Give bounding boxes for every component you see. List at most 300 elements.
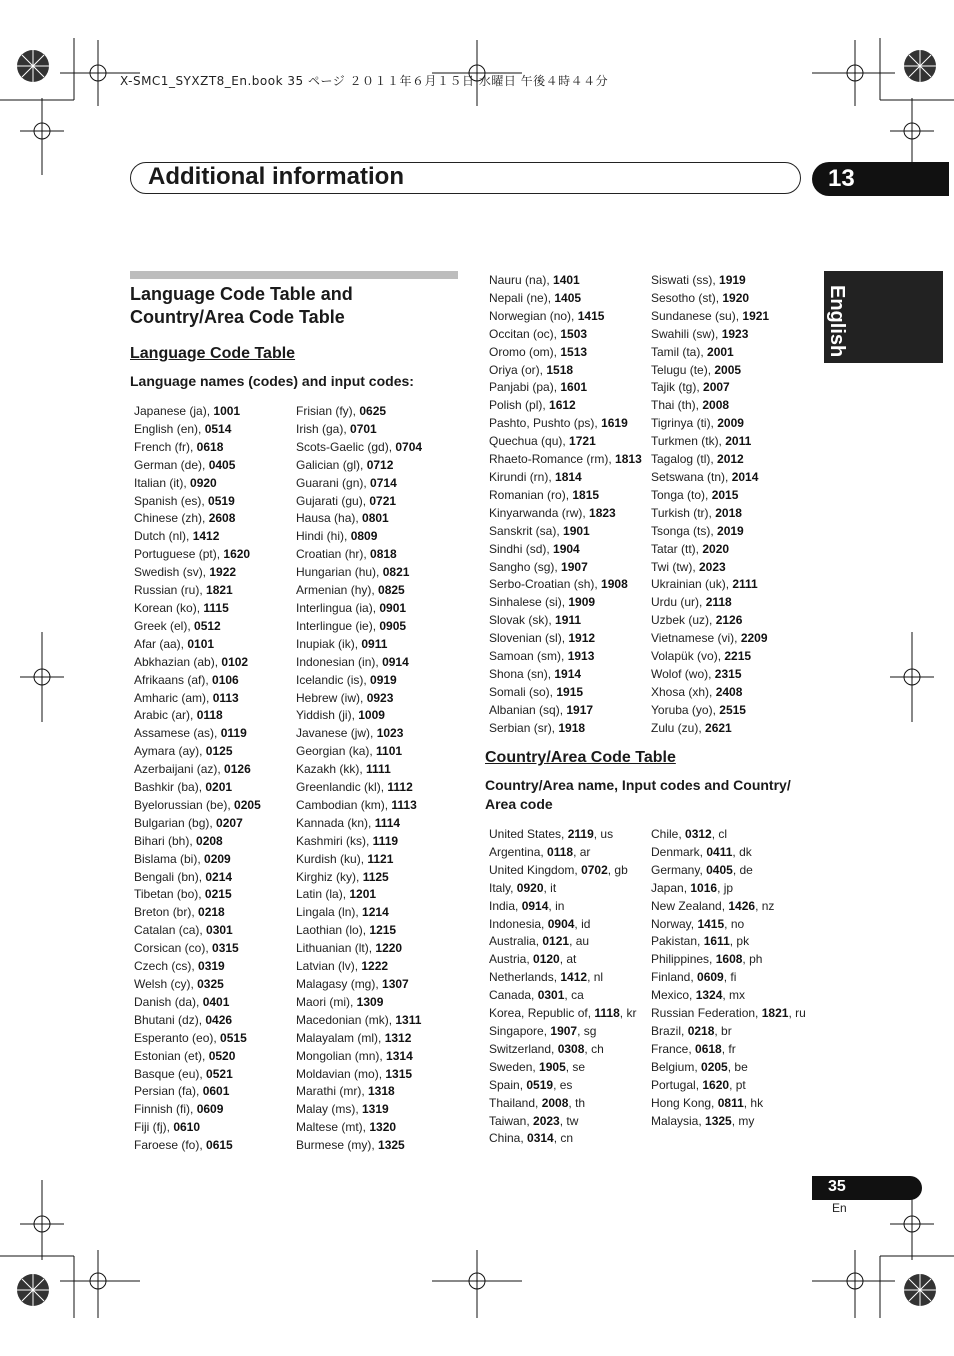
language-list-col1 bbox=[134, 403, 261, 1155]
language-entry bbox=[651, 326, 769, 344]
country-entry bbox=[651, 898, 806, 916]
entry-code: 0325 bbox=[197, 977, 224, 991]
entry-name: Indonesian (in), bbox=[296, 654, 383, 669]
entry-code: 0101 bbox=[187, 636, 215, 651]
country-entry bbox=[489, 844, 636, 862]
entry-area-code: , au bbox=[569, 934, 590, 949]
language-entry bbox=[134, 618, 261, 636]
entry-code: 0721 bbox=[369, 493, 397, 508]
country-entry bbox=[651, 987, 806, 1005]
entry-area-code: , fi bbox=[723, 970, 737, 985]
entry-code: 0514 bbox=[204, 421, 232, 436]
entry-code: 1922 bbox=[209, 565, 237, 580]
entry-code: 1912 bbox=[568, 631, 596, 646]
entry-code: 0113 bbox=[212, 690, 239, 705]
entry-area-code: , se bbox=[565, 1059, 586, 1074]
language-entry bbox=[651, 576, 769, 594]
language-entry bbox=[134, 1048, 261, 1066]
entry-code: 0519 bbox=[208, 493, 235, 508]
entry-name: Sesotho (st), bbox=[651, 290, 723, 305]
language-entry bbox=[651, 433, 769, 451]
entry-area-code: , my bbox=[731, 1113, 755, 1128]
language-list-col4 bbox=[651, 272, 769, 738]
entry-code: 1125 bbox=[362, 869, 389, 884]
entry-code: 0818 bbox=[370, 547, 397, 562]
entry-name: United States, bbox=[489, 827, 568, 841]
entry-area-code: , pk bbox=[729, 934, 750, 949]
language-entry bbox=[651, 397, 769, 415]
entry-code: 0904 bbox=[547, 916, 575, 931]
entry-area-code: , dk bbox=[732, 844, 752, 859]
entry-name: Turkmen (tk), bbox=[651, 434, 726, 449]
entry-name: Kurdish (ku), bbox=[296, 851, 368, 866]
entry-name: Latin (la), bbox=[296, 887, 350, 902]
entry-area-code: , kr bbox=[619, 1006, 637, 1021]
entry-name: Italy, bbox=[489, 880, 517, 895]
entry-code: 1112 bbox=[387, 780, 413, 795]
language-entry bbox=[651, 523, 769, 541]
entry-name: Turkish (tr), bbox=[651, 505, 716, 520]
language-entry bbox=[651, 541, 769, 559]
entry-name: Abkhazian (ab), bbox=[134, 654, 222, 669]
language-entry bbox=[296, 672, 422, 690]
language-entry bbox=[489, 630, 642, 648]
entry-name: Moldavian (mo), bbox=[296, 1066, 386, 1081]
language-entry bbox=[134, 779, 261, 797]
language-entry bbox=[134, 761, 261, 779]
language-entry bbox=[296, 403, 422, 421]
entry-name: Galician (gl), bbox=[296, 457, 367, 472]
entry-code: 0301 bbox=[206, 923, 233, 938]
entry-name: Malagasy (mg), bbox=[296, 977, 383, 991]
entry-name: Malayalam (ml), bbox=[296, 1030, 385, 1045]
entry-code: 2005 bbox=[714, 362, 742, 377]
entry-code: 0920 bbox=[190, 475, 217, 490]
language-entry bbox=[134, 833, 261, 851]
entry-code: 1620 bbox=[223, 547, 251, 562]
country-list-col1 bbox=[489, 826, 636, 1148]
entry-code: 2008 bbox=[702, 398, 730, 413]
entry-name: Kannada (kn), bbox=[296, 815, 375, 830]
country-entry bbox=[651, 1077, 806, 1095]
entry-code: 1905 bbox=[539, 1059, 566, 1074]
entry-name: New Zealand, bbox=[651, 898, 729, 913]
language-entry bbox=[296, 439, 422, 457]
language-entry bbox=[651, 469, 769, 487]
entry-name: Argentina, bbox=[489, 844, 548, 859]
language-entry bbox=[489, 612, 642, 630]
entry-code: 0521 bbox=[206, 1066, 233, 1081]
language-entry bbox=[651, 451, 769, 469]
entry-name: Rhaeto-Romance (rm), bbox=[489, 452, 616, 467]
entry-name: Romanian (ro), bbox=[489, 487, 573, 502]
entry-name: Wolof (wo), bbox=[651, 666, 715, 681]
country-entry bbox=[489, 1113, 636, 1131]
entry-name: Vietnamese (vi), bbox=[651, 631, 741, 646]
page-number-badge bbox=[812, 1176, 922, 1200]
entry-code: 0701 bbox=[350, 421, 377, 436]
entry-code: 1119 bbox=[372, 833, 399, 848]
entry-name: Bashkir (ba), bbox=[134, 780, 206, 795]
language-entry bbox=[296, 618, 422, 636]
entry-code: 0125 bbox=[205, 744, 233, 759]
entry-code: 1904 bbox=[553, 541, 580, 556]
language-entry bbox=[134, 457, 261, 475]
entry-name: Philippines, bbox=[651, 952, 716, 967]
entry-name: Kirghiz (ky), bbox=[296, 869, 363, 884]
entry-name: Finnish (fi), bbox=[134, 1102, 197, 1117]
entry-code: 1918 bbox=[558, 720, 586, 735]
entry-name: Chile, bbox=[651, 827, 686, 841]
language-entry bbox=[296, 761, 422, 779]
entry-name: Amharic (am), bbox=[134, 690, 213, 705]
country-entry bbox=[651, 916, 806, 934]
entry-code: 1620 bbox=[702, 1077, 730, 1092]
entry-code: 2023 bbox=[699, 559, 726, 574]
entry-name: Austria, bbox=[489, 952, 534, 967]
entry-code: 1908 bbox=[601, 577, 628, 592]
language-entry bbox=[296, 475, 422, 493]
entry-name: Armenian (hy), bbox=[296, 583, 379, 598]
entry-code: 0405 bbox=[706, 862, 733, 877]
entry-name: Faroese (fo), bbox=[134, 1138, 207, 1153]
language-entry bbox=[134, 851, 261, 869]
entry-name: Japanese (ja), bbox=[134, 404, 214, 418]
entry-code: 0118 bbox=[547, 844, 574, 859]
entry-name: German (de), bbox=[134, 457, 209, 472]
language-entry bbox=[134, 421, 261, 439]
language-entry bbox=[134, 797, 261, 815]
language-entry bbox=[489, 594, 642, 612]
country-entry bbox=[651, 1041, 806, 1059]
entry-name: Laothian (lo), bbox=[296, 923, 370, 938]
entry-name: Switzerland, bbox=[489, 1041, 558, 1056]
entry-code: 0914 bbox=[521, 898, 549, 913]
entry-name: Esperanto (eo), bbox=[134, 1030, 221, 1045]
entry-name: Pakistan, bbox=[651, 934, 704, 949]
language-entry bbox=[296, 779, 422, 797]
entry-name: Bhutani (dz), bbox=[134, 1012, 206, 1027]
language-entry bbox=[296, 1101, 422, 1119]
entry-name: Scots-Gaelic (gd), bbox=[296, 439, 396, 454]
entry-code: 1325 bbox=[378, 1138, 405, 1153]
entry-code: 0401 bbox=[202, 994, 230, 1009]
entry-name: Taiwan, bbox=[489, 1113, 534, 1128]
language-entry bbox=[489, 415, 642, 433]
entry-name: Japan, bbox=[651, 880, 691, 895]
entry-code: 0314 bbox=[527, 1131, 554, 1146]
entry-code: 1923 bbox=[721, 326, 749, 341]
entry-name: Inupiak (ik), bbox=[296, 636, 362, 651]
entry-name: Oriya (or), bbox=[489, 362, 547, 377]
entry-name: Yiddish (ji), bbox=[296, 708, 359, 723]
language-entry bbox=[489, 666, 642, 684]
entry-code: 0601 bbox=[202, 1084, 230, 1099]
entry-name: Maori (mi), bbox=[296, 994, 357, 1009]
entry-name: Swahili (sw), bbox=[651, 326, 722, 341]
entry-area-code: , sg bbox=[577, 1023, 597, 1038]
entry-name: Nauru (na), bbox=[489, 273, 554, 287]
entry-name: Javanese (jw), bbox=[296, 726, 377, 741]
entry-area-code: , in bbox=[548, 898, 565, 913]
entry-name: Maltese (mt), bbox=[296, 1120, 370, 1135]
entry-name: Arabic (ar), bbox=[134, 708, 197, 723]
language-entry bbox=[134, 976, 261, 994]
entry-code: 1325 bbox=[705, 1113, 732, 1128]
language-entry bbox=[489, 576, 642, 594]
entry-code: 0218 bbox=[687, 1023, 715, 1038]
language-entry bbox=[134, 493, 261, 511]
entry-code: 2118 bbox=[705, 595, 732, 610]
entry-code: 1121 bbox=[367, 851, 394, 866]
language-entry bbox=[651, 559, 769, 577]
language-entry bbox=[296, 940, 422, 958]
entry-name: Estonian (et), bbox=[134, 1048, 209, 1063]
entry-name: Catalan (ca), bbox=[134, 923, 207, 938]
entry-name: Tsonga (ts), bbox=[651, 523, 718, 538]
language-entry bbox=[134, 582, 261, 600]
entry-name: Italian (it), bbox=[134, 475, 191, 490]
entry-name: Cambodian (km), bbox=[296, 797, 392, 812]
entry-name: Zulu (zu), bbox=[651, 720, 706, 735]
entry-name: Serbo-Croatian (sh), bbox=[489, 577, 602, 592]
entry-name: Norway, bbox=[651, 916, 698, 931]
language-entry bbox=[134, 1101, 261, 1119]
entry-area-code: , us bbox=[593, 827, 614, 841]
entry-name: Shona (sn), bbox=[489, 666, 555, 681]
entry-code: 0704 bbox=[395, 439, 423, 454]
entry-code: 1113 bbox=[391, 797, 417, 812]
entry-code: 0919 bbox=[370, 672, 397, 687]
language-entry bbox=[296, 1137, 422, 1155]
language-entry bbox=[134, 1030, 261, 1048]
language-entry bbox=[134, 815, 261, 833]
entry-area-code: , at bbox=[559, 952, 577, 967]
entry-area-code: , ch bbox=[584, 1041, 604, 1056]
entry-code: 0214 bbox=[205, 869, 233, 884]
language-entry bbox=[134, 1066, 261, 1084]
language-entry bbox=[134, 672, 261, 690]
entry-area-code: , ca bbox=[564, 988, 584, 1003]
country-entry bbox=[489, 933, 636, 951]
language-entry bbox=[134, 439, 261, 457]
entry-code: 1601 bbox=[560, 380, 588, 395]
entry-code: 1913 bbox=[567, 649, 595, 664]
language-entry bbox=[651, 362, 769, 380]
entry-code: 0120 bbox=[533, 952, 560, 967]
entry-name: Burmese (my), bbox=[296, 1138, 379, 1153]
entry-name: Brazil, bbox=[651, 1023, 688, 1038]
entry-name: Dutch (nl), bbox=[134, 529, 193, 544]
entry-name: Chinese (zh), bbox=[134, 511, 209, 526]
entry-name: Croatian (hr), bbox=[296, 547, 371, 562]
country-entry bbox=[489, 862, 636, 880]
entry-code: 1821 bbox=[206, 583, 233, 598]
language-side-tab-label: English bbox=[826, 285, 848, 358]
entry-code: 0106 bbox=[212, 672, 239, 687]
entry-name: Pashto, Pushto (ps), bbox=[489, 416, 602, 431]
entry-name: Czech (cs), bbox=[134, 959, 199, 974]
entry-code: 2020 bbox=[702, 541, 730, 556]
entry-code: 2009 bbox=[717, 416, 744, 431]
language-entry bbox=[134, 690, 261, 708]
entry-name: Bislama (bi), bbox=[134, 851, 205, 866]
entry-name: Macedonian (mk), bbox=[296, 1012, 396, 1027]
entry-name: Indonesia, bbox=[489, 916, 548, 931]
entry-area-code: , cn bbox=[553, 1131, 574, 1146]
country-entry bbox=[489, 1023, 636, 1041]
language-entry bbox=[651, 415, 769, 433]
entry-code: 1814 bbox=[555, 469, 582, 484]
language-list-col2 bbox=[296, 403, 422, 1155]
language-entry bbox=[489, 648, 642, 666]
entry-name: Slovenian (sl), bbox=[489, 631, 569, 646]
entry-name: Malay (ms), bbox=[296, 1102, 362, 1117]
language-entry bbox=[296, 457, 422, 475]
entry-name: Georgian (ka), bbox=[296, 744, 377, 759]
entry-name: Sanskrit (sa), bbox=[489, 523, 564, 538]
entry-name: Bulgarian (bg), bbox=[134, 815, 217, 830]
country-entry bbox=[651, 1059, 806, 1077]
language-entry bbox=[489, 290, 642, 308]
language-entry bbox=[489, 559, 642, 577]
entry-code: 0205 bbox=[234, 797, 261, 812]
entry-name: Malaysia, bbox=[651, 1113, 706, 1128]
entry-code: 2015 bbox=[711, 487, 739, 502]
entry-code: 0215 bbox=[204, 887, 232, 902]
language-entry bbox=[134, 403, 261, 421]
language-entry bbox=[489, 505, 642, 523]
entry-code: 0520 bbox=[208, 1048, 236, 1063]
language-entry bbox=[651, 666, 769, 684]
entry-code: 1821 bbox=[761, 1006, 789, 1021]
entry-code: 2111 bbox=[732, 577, 758, 592]
language-entry bbox=[134, 600, 261, 618]
entry-name: Sinhalese (si), bbox=[489, 595, 569, 610]
page-language: En bbox=[832, 1201, 847, 1215]
language-table-heading: Language Code Table bbox=[130, 345, 296, 362]
language-entry bbox=[134, 994, 261, 1012]
entry-name: Mongolian (mn), bbox=[296, 1048, 387, 1063]
language-entry bbox=[296, 743, 422, 761]
entry-code: 0209 bbox=[204, 851, 231, 866]
entry-name: Portuguese (pt), bbox=[134, 547, 224, 562]
entry-code: 1307 bbox=[382, 977, 409, 991]
entry-name: Singapore, bbox=[489, 1023, 551, 1038]
entry-code: 1001 bbox=[213, 404, 241, 418]
entry-name: Thailand, bbox=[489, 1095, 542, 1110]
entry-code: 1315 bbox=[385, 1066, 413, 1081]
entry-name: Greek (el), bbox=[134, 618, 195, 633]
entry-code: 0825 bbox=[378, 583, 405, 598]
country-entry bbox=[489, 826, 636, 844]
language-entry bbox=[134, 922, 261, 940]
language-entry bbox=[296, 582, 422, 600]
entry-code: 2209 bbox=[740, 631, 768, 646]
country-entry bbox=[651, 1005, 806, 1023]
entry-code: 0205 bbox=[701, 1059, 728, 1074]
language-entry bbox=[651, 308, 769, 326]
entry-area-code: , br bbox=[714, 1023, 732, 1038]
entry-area-code: , jp bbox=[717, 880, 734, 895]
entry-code: 2011 bbox=[725, 434, 752, 449]
language-entry bbox=[296, 886, 422, 904]
language-entry bbox=[651, 290, 769, 308]
language-entry bbox=[134, 725, 261, 743]
entry-name: Hong Kong, bbox=[651, 1095, 718, 1110]
entry-code: 2408 bbox=[715, 684, 743, 699]
language-entry bbox=[134, 475, 261, 493]
entry-name: Breton (br), bbox=[134, 905, 199, 920]
entry-name: Gujarati (gu), bbox=[296, 493, 370, 508]
language-entry bbox=[651, 630, 769, 648]
entry-code: 1215 bbox=[369, 923, 397, 938]
entry-area-code: , mx bbox=[722, 988, 746, 1003]
entry-name: Aymara (ay), bbox=[134, 744, 206, 759]
entry-name: Hausa (ha), bbox=[296, 511, 363, 526]
entry-code: 1314 bbox=[386, 1048, 413, 1063]
language-entry bbox=[296, 1083, 422, 1101]
entry-code: 0610 bbox=[173, 1120, 201, 1135]
entry-name: Sweden, bbox=[489, 1059, 540, 1074]
language-entry bbox=[296, 958, 422, 976]
language-entry bbox=[296, 600, 422, 618]
entry-name: Danish (da), bbox=[134, 994, 203, 1009]
entry-code: 0308 bbox=[557, 1041, 585, 1056]
entry-name: Setswana (tn), bbox=[651, 469, 732, 484]
entry-name: Finland, bbox=[651, 970, 698, 985]
entry-name: Lingala (ln), bbox=[296, 905, 363, 920]
entry-name: Somali (so), bbox=[489, 684, 557, 699]
entry-code: 1016 bbox=[690, 880, 718, 895]
entry-code: 1220 bbox=[375, 941, 403, 956]
entry-code: 0118 bbox=[196, 708, 223, 723]
language-entry bbox=[134, 528, 261, 546]
language-entry bbox=[489, 702, 642, 720]
entry-code: 0312 bbox=[685, 827, 712, 841]
entry-name: India, bbox=[489, 898, 522, 913]
entry-name: Nepali (ne), bbox=[489, 290, 555, 305]
entry-name: Telugu (te), bbox=[651, 362, 715, 377]
entry-code: 0615 bbox=[206, 1138, 233, 1153]
country-entry bbox=[489, 1005, 636, 1023]
entry-name: Russian (ru), bbox=[134, 583, 207, 598]
entry-name: Marathi (mr), bbox=[296, 1084, 368, 1099]
entry-name: Slovak (sk), bbox=[489, 613, 556, 628]
language-entry bbox=[296, 869, 422, 887]
country-table-heading: Country/Area Code Table bbox=[485, 749, 676, 766]
language-entry bbox=[134, 958, 261, 976]
entry-code: 1111 bbox=[366, 762, 391, 777]
entry-area-code: , pt bbox=[729, 1077, 746, 1092]
language-entry bbox=[651, 612, 769, 630]
entry-code: 1311 bbox=[395, 1012, 422, 1027]
country-entry bbox=[489, 898, 636, 916]
language-entry bbox=[651, 684, 769, 702]
entry-name: French (fr), bbox=[134, 439, 197, 454]
entry-name: Ukrainian (uk), bbox=[651, 577, 733, 592]
entry-name: Denmark, bbox=[651, 844, 707, 859]
country-entry bbox=[489, 1077, 636, 1095]
country-entry bbox=[489, 1059, 636, 1077]
entry-code: 2119 bbox=[567, 827, 594, 841]
chapter-number: 13 bbox=[828, 165, 855, 192]
entry-name: English (en), bbox=[134, 421, 205, 436]
entry-code: 1911 bbox=[555, 613, 582, 628]
country-entry bbox=[489, 987, 636, 1005]
language-entry bbox=[296, 510, 422, 528]
entry-code: 0315 bbox=[212, 941, 239, 956]
